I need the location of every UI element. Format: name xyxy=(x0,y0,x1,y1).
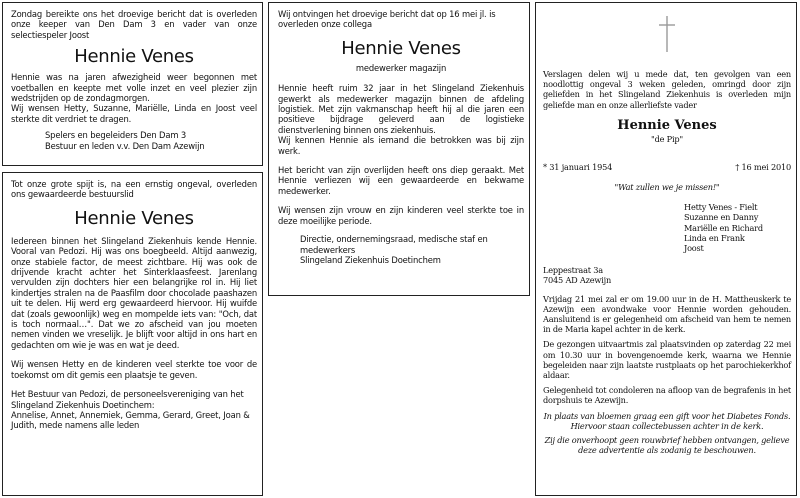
deceased-name: Hennie Venes xyxy=(617,117,717,133)
notice-body: Het bericht van zijn overlijden heeft ons diep geraakt. Met Hennie verliezen wij een gewaardeerde en bekwame medewerker. xyxy=(278,165,524,196)
deceased-name: Hennie Venes xyxy=(74,46,194,68)
notice-body: Hennie heeft ruim 32 jaar in het Slingeland Ziekenhuis gewerkt als medewerker magazijn binnen de afdeling logistiek. Met zijn vakmanschap heeft hij al die jaren een positieve bijdrage geleverd aan de logistieke dienstverlening binnen ons ziekenhuis. Wij kennen Hennie als iemand die betrokken was bij zijn werk. xyxy=(278,83,524,156)
notice-signature: Spelers en begeleiders Den Dam 3 Bestuur en leden v.v. Den Dam Azewijn xyxy=(45,130,205,151)
deceased-nickname: "de Pip" xyxy=(651,133,683,144)
home-address: Leppestraat 3a 7045 AD Azewijn xyxy=(543,265,612,286)
notice-body: Hennie was na jaren afwezigheid weer begonnen met voetballen en keepte met volle inzet en veel plezier zijn wedstrijden op de zondagmorgen. Wij wensen Hetty, Suzanne, Mariëlle, Linda en Joost veel sterkte dit verdriet te dragen. xyxy=(11,72,257,124)
funeral-info: De gezongen uitvaartmis zal plaatsvinden op zaterdag 22 mei om 10.30 uur in bovengenoemde kerk, waarna we Hennie begeleiden naar zijn laatste rustplaats op het parochiekerkhof aldaar. xyxy=(543,339,791,381)
wake-info: Vrijdag 21 mei zal er om 19.00 uur in de H. Mattheuskerk te Azewijn een avondwake voor Hennie worden gehouden. Aansluitend is er gelegenheid om afscheid van hem te nemen in de Maria kapel achter in de kerk. xyxy=(543,293,791,335)
notice-intro: Zondag bereikte ons het droevige bericht dat is overleden onze keeper van Den Dam 3 en vader van onze selectiespeler Joost xyxy=(11,9,257,40)
notice-den-dam xyxy=(2,2,263,166)
donation-note: In plaats van bloemen graag een gift voor het Diabetes Fonds. Hiervoor staan collectebussen achter in de kerk. xyxy=(543,410,791,431)
notice-intro: Tot onze grote spijt is, na een ernstig ongeval, overleden ons gewaardeerde bestuurslid xyxy=(11,179,257,200)
deceased-role: medewerker magazijn xyxy=(355,62,447,73)
notice-slingeland xyxy=(268,2,530,296)
condolence-info: Gelegenheid tot condoleren na afloop van de begrafenis in het dorpshuis te Azewijn. xyxy=(543,385,791,406)
cross-icon xyxy=(657,16,677,52)
letter-note: Zij die onverhoopt geen rouwbrief hebben ontvangen, gelieve deze advertentie als zodanig te beschouwen. xyxy=(544,435,790,456)
notice-body: Wij wensen zijn vrouw en zijn kinderen veel sterkte toe in deze moeilijke periode. xyxy=(278,205,524,226)
notice-signature: Het Bestuur van Pedozi, de personeelsvereniging van het Slingeland Ziekenhuis Doetinchem: Annelise, Annet, Annemiek, Gemma, Gerard, Greet, Joan & Judith, mede namens alle leden xyxy=(11,389,250,431)
notice-body: Iedereen binnen het Slingeland Ziekenhuis kende Hennie. Vooral van Pedozi. Hij was ons boegbeeld. Altijd aanwezig, onze stabiele factor, de meest zichtbare. Hij was ook de drijvende kracht achter het Sinterklaasfeest. Jarenlang vervulden zijn dochters hier een belangrijke rol in. Hij liet kindertjes stralen na de Paasfilm door chocolade paashazen uit te delen. Hij werd erg gewaardeerd hiervoor. Hij wuifde dat (zoals gewoonlijk) weg en mompelde iets van: "Och, dat is toch normaal…". Dat we zo afscheid van jou moeten nemen vinden we vreselijk. Je blijft voor altijd in ons hart en gedachten om wie je was en wat je deed. xyxy=(11,235,257,350)
memorial-quote: "Wat zullen we je missen!" xyxy=(614,182,720,193)
family-names: Hetty Venes - Fielt Suzanne en Danny Mariëlle en Richard Linda en Frank Joost xyxy=(684,202,763,254)
deceased-name: Hennie Venes xyxy=(341,37,461,59)
notice-pedozi xyxy=(2,172,263,496)
notice-signature: Directie, ondernemingsraad, medische staf en medewerkers Slingeland Ziekenhuis Doetinchem xyxy=(300,234,488,265)
deceased-name: Hennie Venes xyxy=(74,207,194,229)
notice-intro: Verslagen delen wij u mede dat, ten gevolgen van een noodlottig ongeval 3 weken geleden, omringd door zijn geliefden in het Slingeland Ziekenhuis is overleden mijn geliefde man en onze allerliefste vader xyxy=(543,69,791,110)
notice-intro: Wij ontvingen het droevige bericht dat op 16 mei jl. is overleden onze collega xyxy=(278,9,496,30)
birth-date: * 31 januari 1954 xyxy=(543,162,613,173)
death-date: † 16 mei 2010 xyxy=(735,162,791,173)
notice-family xyxy=(535,2,797,496)
notice-body: Wij wensen Hetty en de kinderen veel sterkte toe voor de toekomst om dit gemis een plaatsje te geven. xyxy=(11,359,257,380)
